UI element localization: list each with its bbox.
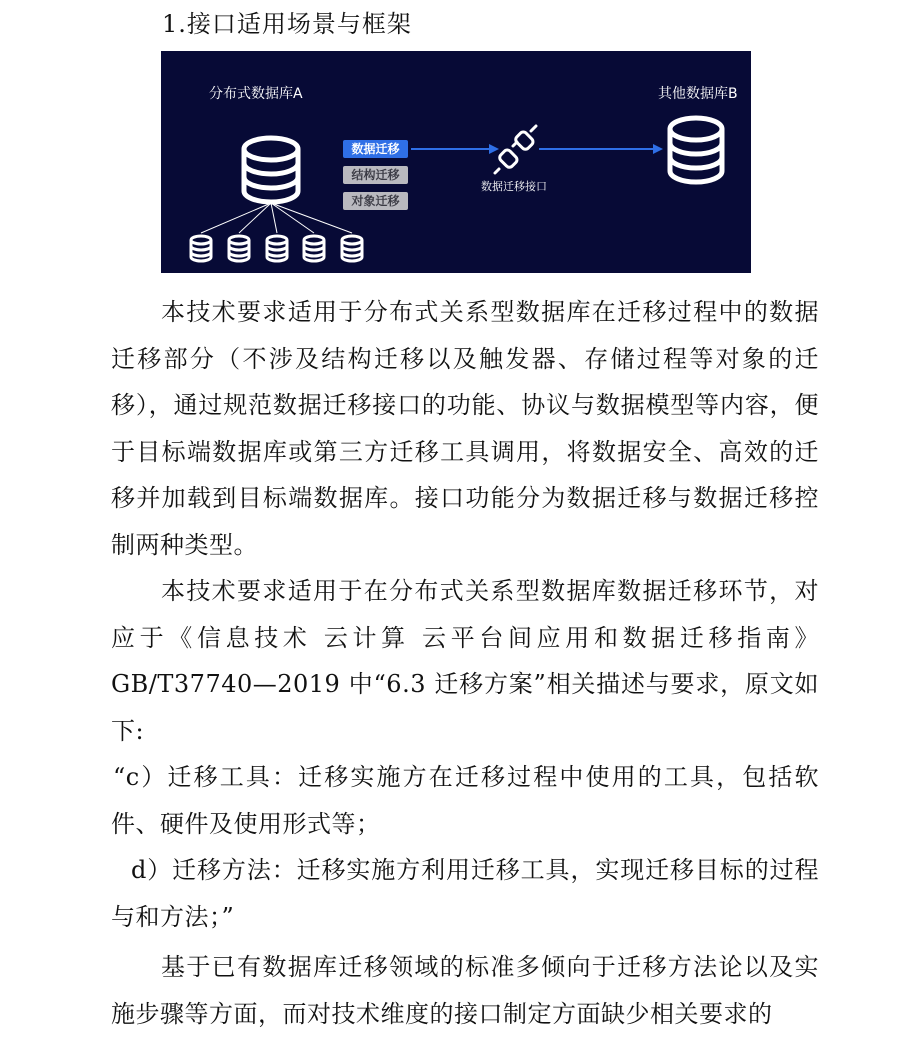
migration-interface-label: 数据迁移接口 [481,180,547,193]
data-migration-chip: 数据迁移 [343,140,408,158]
section-heading: 1.接口适用场景与框架 [162,10,412,38]
shard-database-icon [191,236,211,261]
plug-connector-icon [495,126,536,173]
object-migration-chip: 对象迁移 [343,192,408,210]
shard-connector-lines [201,203,352,233]
database-a-icon [244,138,298,202]
paragraph-quote-d: d）迁移方法：迁移实施方利用迁移工具，实现迁移目标的过程与和方法；” [111,856,819,931]
database-b-label: 其他数据库B [658,86,738,102]
paragraph-background: 基于已有数据库迁移领域的标准多倾向于迁移方法论以及实施步骤等方面，而对技术维度的接口制定方面缺少相关要求的 [111,953,819,1028]
paragraph-standard-reference: 本技术要求适用于在分布式关系型数据库数据迁移环节，对应于《信息技术 云计算 云平台间应用和数据迁移指南》GB/T37740—2019 中“6.3 迁移方案”相关描述与要求，原文如下: [111,577,819,745]
database-b-icon [670,118,722,182]
shard-database-icon [267,236,287,261]
migration-interface-diagram [161,51,751,273]
shard-database-icon [229,236,249,261]
shard-database-icon [342,236,362,261]
database-a-label: 分布式数据库A [209,86,303,102]
structure-migration-chip: 结构迁移 [343,166,408,184]
shard-database-icon [304,236,324,261]
paragraph-scope: 本技术要求适用于分布式关系型数据库在迁移过程中的数据迁移部分（不涉及结构迁移以及触发器、存储过程等对象的迁移），通过规范数据迁移接口的功能、协议与数据模型等内容，便于目标端数据库或第三方迁移工具调用，将数据安全、高效的迁移并加载到目标端数据库。接口功能分为数据迁移与数据迁移控制两种类型。 [111,298,819,559]
paragraph-quote-c: “c）迁移工具：迁移实施方在迁移过程中使用的工具，包括软件、硬件及使用形式等； [111,763,819,838]
arrow-to-interface [411,144,499,154]
arrow-to-database-b [539,144,663,154]
